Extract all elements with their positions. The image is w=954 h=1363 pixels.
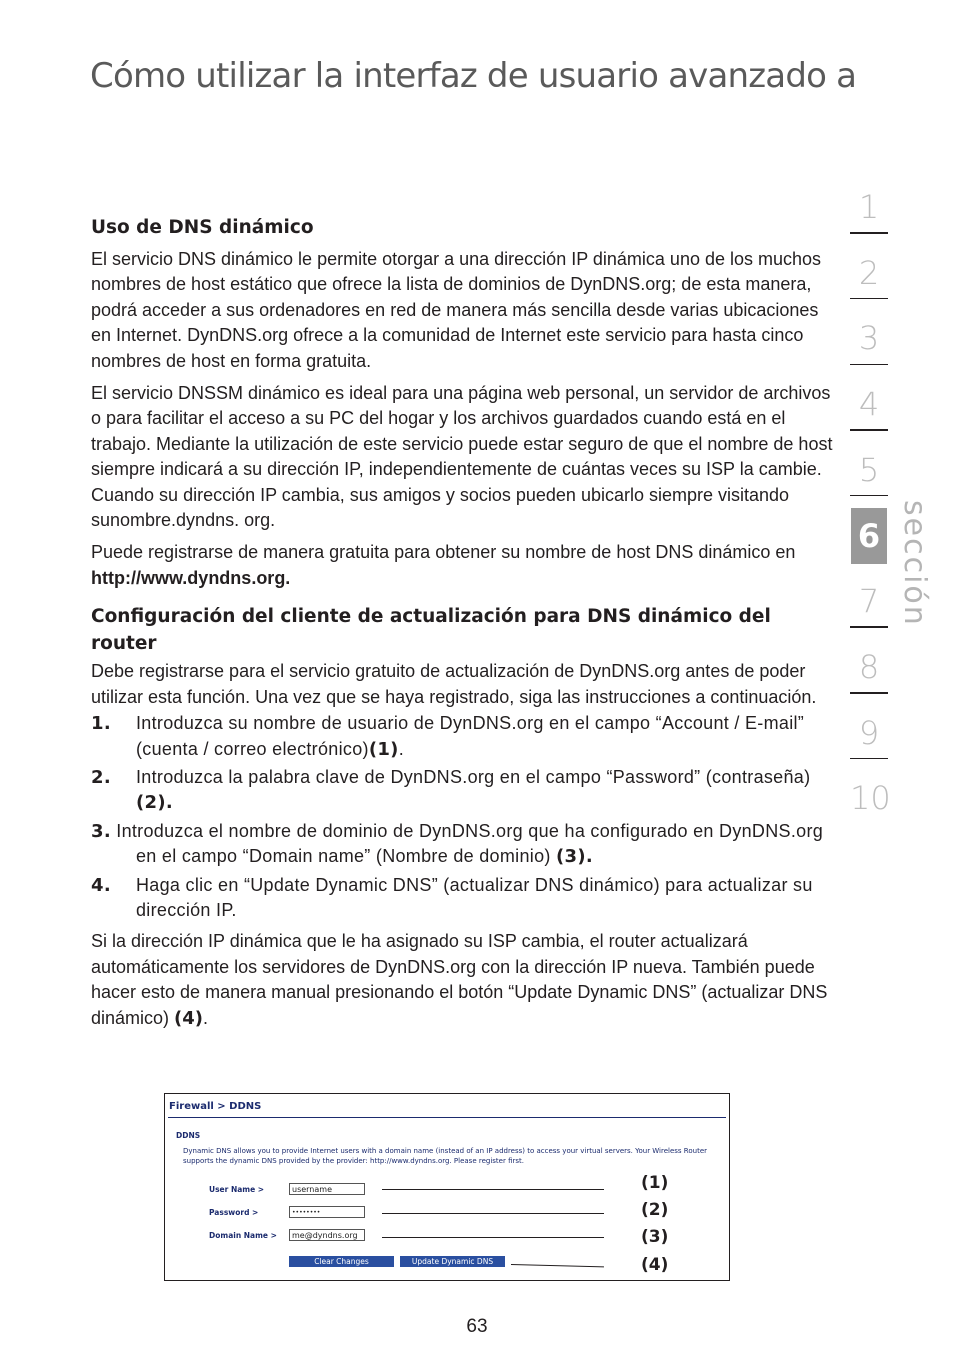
divider — [850, 692, 888, 694]
section-number: 3 — [858, 319, 880, 358]
list-item — [91, 711, 839, 762]
step-number: 4. — [91, 874, 111, 896]
section-item-10[interactable] — [850, 777, 891, 843]
step-text: Introduzca el nombre de dominio de DynDNS.org que ha configurado en DynDNS.org en el campo “Domain name” (Nombre de dominio) — [110, 820, 824, 867]
callout-line — [511, 1264, 604, 1267]
section-item-3[interactable] — [850, 317, 888, 383]
password-label: Password > — [209, 1208, 259, 1217]
section-label: sección — [897, 500, 932, 627]
dns-paragraph-3 — [91, 540, 839, 591]
domain-name-label: Domain Name > — [209, 1231, 277, 1240]
divider — [850, 495, 888, 497]
dns-paragraph-2: El servicio DNSSM dinámico es ideal para una página web personal, un servidor de archivos o para facilitar el acceso a su PC del hogar y los archivos guardados cuando está en el trabajo. Mediante la utilización de este servicio puede estar seguro de que el nombre de host siempre indicará a su dirección IP, independientemente de cuántas veces su ISP la cambie. Cuando su dirección IP cambia, sus amigos y socios pueden ubicarlo siempre visitando sunombre.dyndns. org. — [91, 383, 833, 531]
dns-paragraph-3-text: Puede registrarse de manera gratuita para obtener su nombre de host DNS dinámico en — [91, 542, 796, 563]
dns-paragraph-1: El servicio DNS dinámico le permite otorgar a una dirección IP dinámica uno de los muchos nombres de host estático que ofrece la lista de dominios de DynDNS.org; de esta manera, podrá acceder a sus ordenadores en red de manera más sencilla desde varias ubicaciones en Internet. DynDNS.org ofrece a la comunidad de Internet este servicio para hasta cinco nombres de host en forma gratuita. — [91, 249, 822, 371]
section-number: 8 — [858, 647, 880, 686]
breadcrumb: Firewall > DDNS — [169, 1101, 262, 1112]
list-item — [91, 765, 839, 816]
divider — [850, 626, 888, 628]
password-input[interactable]: •••••••• — [289, 1206, 365, 1218]
page-number: 63 — [466, 1316, 488, 1337]
step-number: 2. — [91, 766, 111, 788]
section-item-9[interactable] — [850, 712, 888, 778]
user-name-label: User Name > — [209, 1185, 265, 1194]
section-item-7[interactable] — [850, 580, 888, 646]
outro-ref: (4) — [174, 1007, 204, 1029]
callout-3: (3) — [641, 1227, 669, 1247]
main-content — [91, 214, 839, 1038]
callout-1: (1) — [641, 1173, 669, 1193]
step-ref: (3). — [555, 846, 593, 868]
domain-name-input[interactable]: me@dyndns.org — [289, 1229, 365, 1241]
step-ref: (2). — [136, 792, 174, 814]
ddns-description: Dynamic DNS allows you to provide Internet users with a domain name (instead of an IP address) to access your virtual servers. Your Wireless Router supports the dynamic DNS provided by the provider: http://www.dyndns.org. Please register first. — [183, 1147, 708, 1165]
step-text: Introduzca su nombre de usuario de DynDNS.org en el campo “Account / E-mail” (cuenta / correo electrónico) — [136, 713, 805, 759]
outro-tail: . — [203, 1007, 209, 1028]
section-number: 5 — [858, 450, 880, 489]
section-number: 7 — [858, 582, 880, 621]
section-item-8[interactable] — [850, 646, 888, 712]
step-text: Haga clic en “Update Dynamic DNS” (actualizar DNS dinámico) para actualizar su dirección IP. — [136, 874, 813, 920]
section-number: 9 — [858, 713, 880, 752]
divider — [850, 232, 888, 234]
config-intro: Debe registrarse para el servicio gratuito de actualización de DynDNS.org antes de poder utilizar esta función. Una vez que se haya registrado, siga las instrucciones a continuación. — [91, 661, 817, 707]
page-title: Cómo utilizar la interfaz de usuario avanzado a — [90, 56, 857, 96]
user-name-input[interactable]: username — [289, 1183, 365, 1195]
step-ref: (1) — [368, 738, 399, 760]
dns-heading: Uso de DNS dinámico — [91, 217, 314, 238]
update-dynamic-dns-button[interactable]: Update Dynamic DNS — [400, 1256, 505, 1267]
callout-line — [382, 1189, 604, 1190]
section-item-1[interactable] — [850, 186, 888, 252]
divider — [850, 364, 888, 366]
step-number: 3. — [91, 820, 111, 842]
section-item-4[interactable] — [850, 383, 888, 449]
active-section-number: 6 — [851, 508, 887, 564]
config-outro — [91, 929, 839, 1031]
callout-line — [382, 1213, 604, 1214]
section-nav — [850, 186, 891, 843]
list-item — [91, 819, 839, 870]
steps-list — [91, 711, 839, 923]
dyndns-link[interactable]: http://www.dyndns.org. — [91, 567, 291, 588]
section-item-5[interactable] — [850, 449, 888, 515]
callout-line — [382, 1237, 604, 1238]
clear-changes-button[interactable]: Clear Changes — [289, 1256, 394, 1267]
section-number: 1 — [858, 188, 880, 226]
section-item-2[interactable] — [850, 252, 888, 318]
step-text: Introduzca la palabra clave de DynDNS.org en el campo “Password” (contraseña) — [136, 766, 811, 787]
callout-2: (2) — [641, 1200, 669, 1220]
section-item-6[interactable] — [850, 514, 888, 580]
config-heading: Configuración del cliente de actualización para DNS dinámico del router — [91, 606, 771, 655]
step-number: 1. — [91, 713, 111, 735]
divider — [850, 298, 888, 300]
section-number: 2 — [858, 253, 880, 292]
section-number: 10 — [850, 779, 891, 818]
list-item — [91, 873, 839, 924]
callout-4: (4) — [641, 1255, 669, 1275]
divider — [850, 758, 888, 760]
section-number: 4 — [858, 385, 880, 424]
ddns-heading: DDNS — [176, 1131, 201, 1140]
divider — [168, 1117, 726, 1118]
step-tail: . — [398, 738, 405, 759]
ddns-screenshot — [164, 1093, 730, 1281]
config-outro-text: Si la dirección IP dinámica que le ha asignado su ISP cambia, el router actualizará automáticamente los servidores de DynDNS.org con la dirección IP nueva. También puede hacer esto de manera manual presionando el botón “Update Dynamic DNS” (actualizar DNS dinámico) — [91, 931, 828, 1028]
divider — [850, 429, 888, 431]
